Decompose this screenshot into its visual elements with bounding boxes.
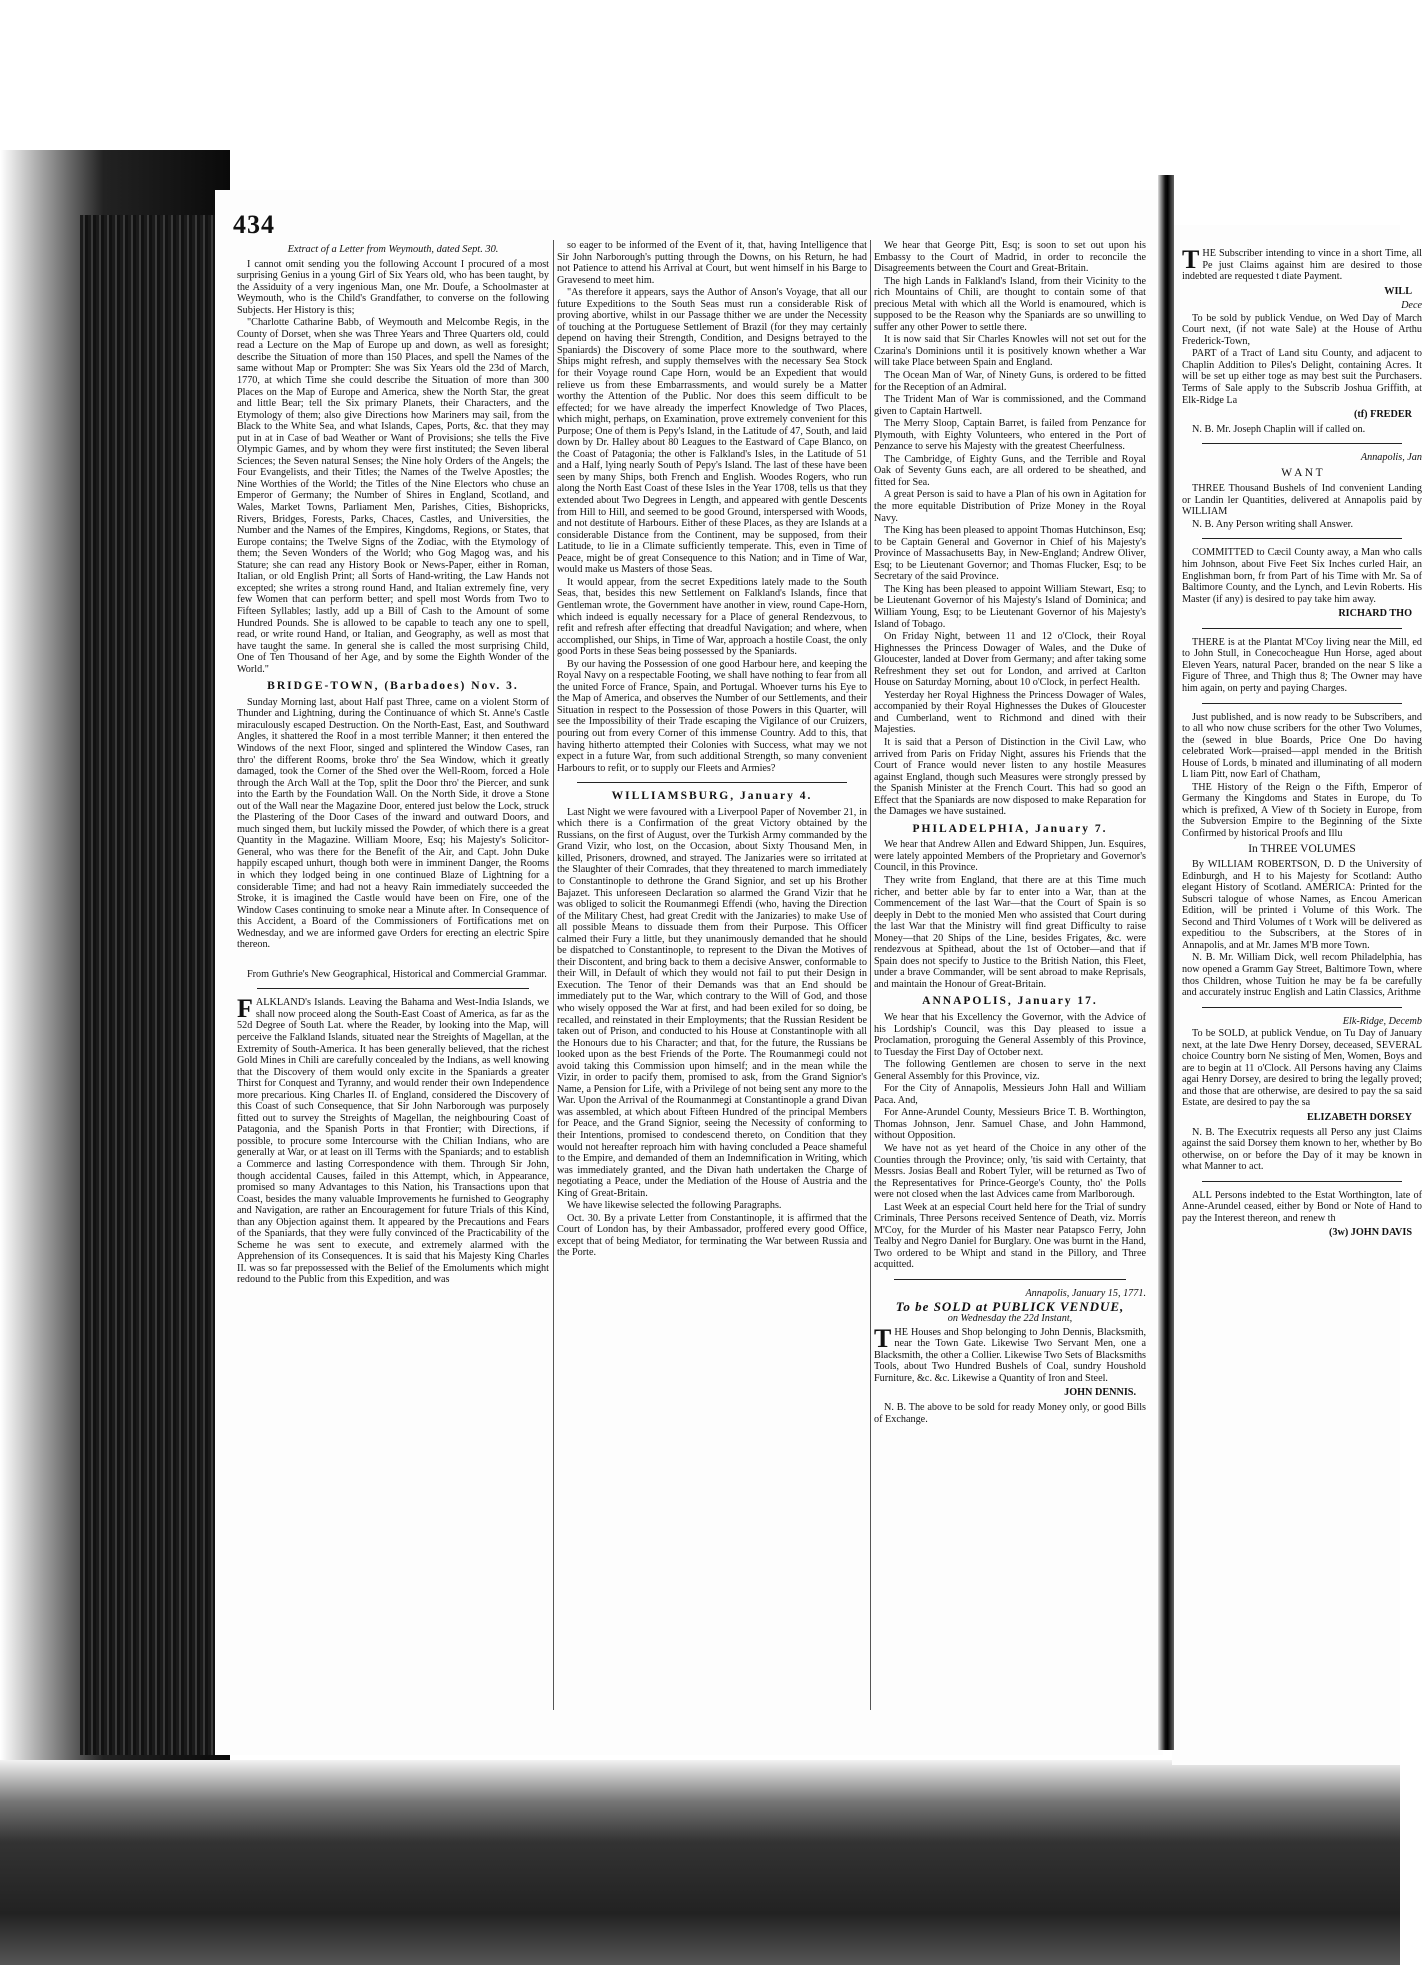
section-rule — [1202, 443, 1402, 444]
advert-text: PART of a Tract of Land situ County, and adjacent to Chaplin Addition to Piles's Delight, containing Acres. It will be set up either toge as may best suit the Purchasers. Terms of Sale apply to the Subscrib Joshua Griffith, at Elk-Ridge La — [1182, 348, 1422, 406]
sale-advert-note: N. B. The above to be sold for ready Money only, or good Bills of Exchange. — [874, 1401, 1146, 1425]
annapolis-paragraph: For the City of Annapolis, Messieurs John Hall and William Paca. And, — [874, 1083, 1146, 1106]
section-rule — [577, 782, 847, 783]
advert-heading: In THREE VOLUMES — [1248, 842, 1356, 855]
article-paragraph: We have likewise selected the following Paragraphs. — [567, 1200, 782, 1212]
column-2 — [557, 240, 867, 1740]
advert-text: THREE Thousand Bushels of Ind convenient Landing or Landin ler Quantities, delivered at Annapolis paid by WILLIAM — [1182, 483, 1422, 518]
article-paragraph: It would appear, from the secret Expeditions lately made to the South Seas, that, besides this new Settlement on Falkland's Islands, fince that Gentleman wrote, the Government have another in view, round Cape-Horn, which indeed is equally necessary for a Place of general Rendezvous, to refit and refresh after effecting that dreadful Navigation; and where, when accomplished, our Ships, in Time of War, approach a hostile Coast, the only good Ports in these Seas being possessed by the Spaniards. — [557, 576, 867, 658]
falkland-dropcap: F — [237, 994, 253, 1024]
philadelphia-heading: PHILADELPHIA, January 7. — [912, 822, 1108, 835]
section-rule — [1202, 538, 1402, 539]
bridgetown-paragraph: Sunday Morning last, about Half past Three, came on a violent Storm of Thunder and Lightning, during the Continuance of which St. Anne's Castle miraculously escaped Destruction. On the North-East, East, and Southward Angles, it shattered the Roof in a most terrible Manner; it then entered the Windows of the next Floor, singed and splintered the Window Cases, ran thro' the different Rooms, broke thro' the Sea Window, which it greatly damaged, took the Corner of the Shed over the Well-Room, forced a Hole through the Arch Wall at the Top, split the Door thro' the Piercer, and sunk into the Earth by the Foundation Wall. On the North Side, it drove a Stone out of the Wall near the Magazine Door, entered just below the Lock, struck the Plastering of the Door Cases of the inward and outward Doors, and much singed them, but luckily missed the Powder, of which there is a great Quantity in the Magazine. William Moore, Esq; his Majesty's Solicitor-General, who was there for the Benefit of the Air, and Capt. John Duke happily escaped unhurt, though both were in imminent Danger, the Rooms in which they lodged being in one continued Blaze of Lightning for a considerable Time; and had not a heavy Rain immediately succeeded the Stroke, it is imagined the Castle would have been on Fire, one of the Window Cases continuing to smoke near a Minute after. In Consequence of this Accident, a Board of the Commissioners of Fortifications met on Wednesday, and we are informed gave Orders for erecting an electric Spire thereon. — [237, 696, 549, 951]
guthrie-source-line: From Guthrie's New Geographical, Historical and Commercial Grammar. — [247, 968, 547, 980]
section-rule — [1202, 628, 1402, 629]
advert-heading: W A N T — [1281, 466, 1323, 479]
article-paragraph: Oct. 30. By a private Letter from Constantinople, it is affirmed that the Court of London has, by their Ambassador, proffered every good Office, except that of being Mediator, for terminating the War between Russia and the Porte. — [557, 1212, 867, 1259]
sale-advert-signature: JOHN DENNIS. — [1064, 1387, 1136, 1399]
advert-note: N. B. Mr. Joseph Chaplin will if called on. — [1192, 423, 1366, 435]
section-rule — [894, 1279, 1126, 1280]
page-number: 434 — [233, 210, 275, 239]
annapolis-heading: ANNAPOLIS, January 17. — [922, 995, 1098, 1008]
news-paragraph: The high Lands in Falkland's Island, from their Vicinity to the rich Mountains of Chili, are thought to contain some of that precious Metal with which all the World is enamoured, which is supposed to be the Reason why the Spaniards are so unwilling to suffer any other Power to settle there. — [874, 275, 1146, 333]
sale-advert-subheading: on Wednesday the 22d Instant, — [947, 1313, 1073, 1325]
advert-note: N. B. The Executrix requests all Perso any just Claims against the said Dorsey them known to her, whether by Bo otherwise, on or before the Day of it may be known in what Manner to act. — [1182, 1126, 1422, 1173]
advert-dropcap: T — [1182, 245, 1200, 274]
book-page-edges — [80, 215, 220, 1755]
advert-subscriber — [1182, 245, 1422, 283]
sale-advert-date: Annapolis, January 15, 1771. — [1025, 1288, 1146, 1300]
advert-text: Just published, and is now ready to be Subscribers, and to all who now chuse scribers for the other Two Volumes, the (sewed in blue Boards, Price One Do having celebrated Work—praised—appl mended in the British House of Lords, b minated and illuminating of all modern L liam Pitt, now Earl of Chatham, — [1182, 711, 1422, 781]
annapolis-paragraph: Last Week at an especial Court held here for the Trial of sundry Criminals, Three Persons received Sentence of Death, viz. Morris M'Coy, for the Murder of his Master near Patapsco Ferry, John Tealby and Negro Daniel for Burglary. One was burnt in the Hand, Two ordered to be Whipt and stand in the Pillory, and Three acquitted. — [874, 1201, 1147, 1271]
scan-background-bottom — [0, 1760, 1400, 1965]
news-paragraph: The Merry Sloop, Captain Barret, is failed from Penzance for Plymouth, with Eighty Volunteers, who entered in the Port of Penzance to serve his Majesty with the greatest Cheerfulness. — [874, 418, 1146, 453]
news-paragraph: The King has been pleased to appoint Thomas Hutchinson, Esq; to be Captain General and Governor in Chief of his Majesty's Province of Massachusetts Bay, in New-England; Andrew Oliver, Esq; to be Lieutenant Governor; and Thomas Flucker, Esq; to be Secretary of the said Province. — [874, 525, 1146, 583]
advert-signature: WILL — [1384, 285, 1412, 297]
column-divider — [553, 240, 554, 1710]
news-paragraph: Yesterday her Royal Highness the Princess Dowager of Wales, accompanied by their Royal Highnesses the Dukes of Gloucester and Cumberland, went to Richmond and dined with their Majesties. — [874, 689, 1146, 736]
weymouth-letter-paragraph: "Charlotte Catharine Babb, of Weymouth and Melcombe Regis, in the County of Dorset, when she was Three Years and Three Quarters old, could read a Lecture on the Map of Europe up and down, as well as foresight; describe the Situation of more than 150 Places, and spell the Names of the same without Map or Prompter: She was Six Years old the 23d of March, 1770, at which Time she could describe the Situation of more than 300 Places on the Map of Europe and America, shew the North Star, the great and little Bear; tell the Six primary Planets, their Characters, and the Etymology of them; also give Directions how Mariners may sail, from the Black to the White Sea, and what Islands, Capes, Ports, &c. that they may put in at in Case of bad Weather or Want of Provisions; she tells the Five Olympic Games, and by whom they were first instituted; the Seven liberal Sciences; the Seven natural Senses; the Nine holy Orders of the Angels; the Four Evangelists, and their Titles; the Names of the Twelve Apostles; the Nine Worthies of the World; the Titles of the Nine Electors who chuse an Emperor of Germany; the Number of Shires in England, Scotland, and Wales, Market Towns, Parliament Men, Parishes, Cities, Bishopricks, Rivers, Bridges, Forests, Parks, Chaces, Castles, and Universities, the Number and the Names of the Empires, Kingdoms, Regions, or States, that Europe contains; the Twelve Signs of the Zodiac, with the Etymology of them; the Seven Wonders of the World; who Gog Magog was, and his Stature; she can read any History Book or News-Paper, either in Roman, Italian, or old English Print; all Sorts of Hand-writing, the Law Hands not excepted; she writes a strong round Hand, and Italian extremely fine, very few Women that can perform better; and spell most Words from Two to Fifteen Syllables; lastly, add up a Bill of Cash to the Amount of some Hundred Pounds. She is allowed to be capable to teach any one to spell, read, or write round Hand, or Italian, and Geography, as well as most that have taught the same. In general she is called the most surprising Child, One of Ten Thousand of her Age, and by some the Eighth Wonder of the World." — [237, 317, 549, 675]
article-paragraph: By our having the Possession of one good Harbour here, and keeping the Royal Navy on a respectable Footing, we shall have nothing to fear from all the united Force of France, Spain, and Portugal. Whoever turns his Eye to the Map of America, and observes the Number of our Settlements, and their Situation in respect to the Possession of those Powers in this Quarter, will see the Impossibility of their Trade escaping the Vigilance of our Cruizers, pouring out from every Corner of this immense Country. Add to this, that having hitherto attempted their Colonies with Success, what may we not expect in a future War, from such additional Strength, so many convenient Harbours to refit, or to supply our Fleets and Armies? — [557, 658, 867, 774]
advert-text: To be sold by publick Vendue, on Wed Day of March Court next, (if not wate Sale) at the House of Arthu Frederick-Town, — [1182, 312, 1422, 347]
column-1 — [237, 240, 549, 1740]
section-rule — [1202, 703, 1402, 704]
section-rule — [1202, 1007, 1402, 1008]
weymouth-letter-intro: Extract of a Letter from Weymouth, dated Sept. 30. — [287, 244, 499, 255]
advert-signature: (tf) FREDER — [1353, 409, 1412, 421]
news-paragraph: The Trident Man of War is commissioned, and the Command given to Captain Hartwell. — [874, 394, 1146, 417]
news-paragraph: It is now said that Sir Charles Knowles will not set out for the Czarina's Dominions until it is positively known whether a War will take Place between Spain and England. — [874, 334, 1146, 369]
annapolis-paragraph: The following Gentlemen are chosen to serve in the next General Assembly for this Province, viz. — [874, 1059, 1146, 1082]
advert-note: N. B. Mr. William Dick, well recom Philadelphia, has now opened a Gramm Gay Street, Baltimore Town, where thos Children, whose Tuition he may be fa be carefully and accurately instruc English and Latin Classics, Arithme — [1182, 952, 1422, 999]
advert-text: ALL Persons indebted to the Estat Worthington, late of Anne-Arundel ceased, either by Bond or Note of Hand to pay the Interest thereon, and renew th — [1182, 1189, 1422, 1224]
advert-text: THERE is at the Plantat M'Coy living near the Mill, ed to John Stull, in Conecocheague Hun Horse, aged about Eleven Years, natural Pacer, branded on the near S like a Figure of Three, and Thigh thus 8; The Owner may have him again, on perty and paying Charges. — [1182, 636, 1422, 694]
news-paragraph: The King has been pleased to appoint William Stewart, Esq; to be Lieutenant Governor of his Majesty's Island of Dominica; and William Young, Esq; to be Lieutenant Governor of his Majesty's Island of Tobago. — [874, 583, 1146, 630]
sale-advert-heading: To be SOLD at PUBLICK VENDUE, — [895, 1298, 1125, 1314]
advert-date: Elk-Ridge, Decemb — [1342, 1015, 1422, 1027]
section-rule — [1202, 1181, 1402, 1182]
advert-signature: (3w) JOHN DAVIS — [1328, 1227, 1412, 1239]
advert-text: To be SOLD, at publick Vendue, on Tu Day of January next, at the late Dwe Henry Dorsey, deceased, SEVERAL choice Country born Ne sisting of Men, Women, Boys and are to begin at 11 o'Clock. All Persons having any Claims agai Henry Dorsey, are desired to bring the legally proved; and those that are otherwise, are desired to pay the sa said Estate, are desired to pay the sa — [1182, 1028, 1422, 1109]
article-paragraph: "As therefore it appears, says the Author of Anson's Voyage, that all our future Expeditions to the South Seas must run a considerable Risk of proving abortive, whilst in our Passage thither we are under the Necessity of touching at the Portuguese Settlement of Brazil (for they may certainly depend on having their Strength, Condition, and Designs betrayed to the Spaniards) the Discovery of some Place more to the southward, where Ships might refresh, and supply themselves with the necessary Sea Stock for their Voyage round Cape Horn, would be an Expedient that would relieve us from these Embarrassments, and would surely be a Matter worthy the Attention of the Public. Nor does this seem difficult to be effected; for we have already the imperfect Knowledge of Two Places, which might, perhaps, on Examination, prove extremely convenient for this Purpose; One of them is Pepy's Island, in the Latitude of 47, South, and laid down by Dr. Halley about 80 Leagues to the Eastward of Cape Blanco, on the Coast of Patagonia; the other is Falkland's Isles, in the Latitude of 51 and a Half, lying nearly South of Pepy's Island. The last of these have been seen by many Ships, both French and English. Woodes Rogers, who run along the North East Coast of these Isles in the Year 1708, tells us that they extended about Two Degrees in Length, and appeared with gentle Descents from Hill to Hill, and seemed to be good Ground, interspersed with Woods, and not destitute of Harbours. Either of these Places, as they are Islands at a considerable Distance from the Continent, may be supposed, from their Latitude, to lie in a Climate sufficiently temperate. This, even in Time of Peace, might be of great Consequence to this Nation; and in Time of War, would make us Masters of those Seas. — [557, 287, 867, 576]
article-paragraph: so eager to be informed of the Event of it, that, having Intelligence that Sir John Narborough's putting through the Downs, on his Return, he had not Patience to attend his Arrival at Court, but went himself in his Barge to Gravesend to meet him. — [557, 240, 867, 286]
philadelphia-paragraph: We hear that Andrew Allen and Edward Shippen, Jun. Esquires, were lately appointed Members of the Proprietary and Governor's Council, in this Province. — [874, 839, 1146, 874]
advert-text: By WILLIAM ROBERTSON, D. D the University of Edinburgh, and H to his Majesty for Scotland: Autho elegant History of Scotland. AMERICA: Printed for the Subscri talogue of whose Names, as Encou American Edition, will be printed i Volume of this Work. The Second and Third Volumes of t Work will be delivered as expeditiou to the Subscribers, at the Stores of in Annapolis, and at Mr. James M'B more Town. — [1182, 859, 1422, 951]
column-4 — [1182, 245, 1422, 1738]
advert-signature: ELIZABETH DORSEY — [1306, 1112, 1412, 1123]
philadelphia-paragraph: They write from England, that there are at this Time much richer, and better able by far to enter into a War, than at the Commencement of the last War—that the Court of Spain is so deeply in Debt to the monied Men who assisted that Court during the last War that the Ministry will find great Difficulty to raise Money—that 20 Ships of the Line, besides Frigates, &c. were rendezvous at Spithead, about the 1st of October—and that if Spain does not specify to Justice to the British Nation, this Fleet, under a brave Commander, will be sent abroad to make Reprisals, and maintain the Honour of Great-Britain. — [874, 874, 1146, 990]
sale-advert-dropcap: T — [874, 1323, 892, 1353]
news-paragraph: A great Person is said to have a Plan of his own in Agitation for the more equitable Distribution of Prize Money in the Royal Navy. — [874, 489, 1146, 524]
williamsburg-heading: WILLIAMSBURG, January 4. — [611, 790, 813, 803]
news-paragraph: It is said that a Person of Distinction in the Civil Law, who arrived from Paris on Friday Night, assures his Friends that the Court of France would never listen to any hostile Measures against England, though such Measures were strongly pressed by the Spanish Minister at the French Court. This had so good an Effect that the Spaniards are now disposed to make Reparation for the Damages we have sustained. — [874, 736, 1146, 818]
column-divider — [870, 240, 871, 1710]
news-paragraph: The Cambridge, of Eighty Guns, and the Terrible and Royal Oak of Seventy Guns each, are all ordered to be sheathed, and fitted for Sea. — [874, 453, 1146, 488]
news-paragraph: We hear that George Pitt, Esq; is soon to set out upon his Embassy to the Court of Madrid, in order to reconcile the Disagreements between the Court and Great-Britain. — [874, 240, 1146, 275]
sale-advert-text: HE Houses and Shop belonging to John Dennis, Blacksmith, near the Town Gate. Likewise Two Servant Men, one a Blacksmith, the other a Collier. Likewise Two Sets of Blacksmiths Tools, about Two Hundred Bushels of Coal, sundry Houshold Furniture, &c. &c. Likewise a Quantity of Iron and Steel. — [874, 1326, 1146, 1384]
advert-text: HE Subscriber intending to vince in a short Time, all Pe just Claims against him are desired to those indebted are requested t diate Payment. — [1182, 248, 1422, 283]
news-paragraph: On Friday Night, between 11 and 12 o'Clock, their Royal Highnesses the Princess Dowager of Wales, and the Duke of Gloucester, landed at Dover from Germany; and after taking some Refreshment they set out for London, and arrived at Carlton House on Saturday Morning, about 10 o'Clock, in perfect Health. — [874, 631, 1146, 689]
sale-advert-body — [874, 1323, 1146, 1385]
book-gutter — [1158, 175, 1174, 1750]
annapolis-paragraph: We hear that his Excellency the Governor, with the Advice of his Lordship's Council, was this Day pleased to issue a Proclamation, proroguing the General Assembly of this Province, to Tuesday the First Day of October next. — [874, 1012, 1146, 1058]
advert-text: COMMITTED to Cæcil County away, a Man who calls him Johnson, about Five Feet Six Inches curled Hair, an Englishman born, fr from Part of his Time with Mr. Sa of Baltimore County, and the Lynch, and Levin Roberts. His Master (if any) is desired to pay take him away. — [1182, 547, 1422, 605]
section-rule — [257, 988, 529, 989]
annapolis-paragraph: For Anne-Arundel County, Messieurs Brice T. B. Worthington, Thomas Johnson, Jenr. Samuel Chase, and John Hammond, without Opposition. — [874, 1107, 1146, 1142]
column-3 — [874, 240, 1146, 1740]
advert-date: Dece — [1401, 300, 1422, 312]
advert-text: THE History of the Reign o the Fifth, Emperor of Germany the Kingdoms and States in Europe, du To which is prefixed, A View of th Society in Europe, from the Subversion Empire to the Beginning of the Sixte Confirmed by historical Proofs and Illu — [1182, 781, 1422, 839]
advert-date: Annapolis, Jan — [1360, 452, 1422, 464]
annapolis-paragraph: We have not as yet heard of the Choice in any other of the Counties through the Province; only, 'tis said with Certainty, that Messrs. Josias Beall and Robert Tyler, will be returned as Two of the Representatives for Prince-George's County, tho' the Polls were not closed when the last Advices came from Marlborough. — [874, 1143, 1146, 1201]
falkland-text: ALKLAND's Islands. Leaving the Bahama and West-India Islands, we shall now proceed along the South-East Coast of America, as far as the 52d Degree of South Lat. where the Reader, by looking into the Map, will perceive the Falkland Islands, situated near the Streights of Magellan, at the Extremity of South-America. It has been generally believed, that the richest Gold Mines in Chili are carefully concealed by the Indians, as well knowing that the Discovery of them would only excite in the Spaniards a greater Thirst for Conquest and Tyranny, and would render their own Independence more precarious. King Charles II. of England, considered the Discovery of this Coast of such Consequence, that Sir John Narborough was purposely fitted out to survey the Streights of Magellan, the neighbouring Coast of Patagonia, and the Spanish Ports in that Frontier; with Directions, if possible, to procure some Intercourse with the Chilian Indians, who are generally at War, or at least on ill Terms with the Spaniards; and to establish a Commerce and lasting Correspondence with them. Through Sir John, though accidental Causes, failed in this Attempt, which, in Appearance, promised so many Advantages to this Nation, his Transactions upon that Coast, besides the many valuable Improvements he furnished to Geography and Navigation, are rather an Encouragement for future Trials of this Kind, than any Objection against them. It appeared by the Precautions and Fears of the Spaniards, that they were fully convinced of the Practicability of the Scheme he was sent to execute, and extremely alarmed with the Apprehension of its Consequences. It is said that his Majesty King Charles II. was so far prepossessed with the Belief of the Emoluments which might redound to the Public from this Expedition, and was — [237, 997, 549, 1286]
bridgetown-heading: BRIDGE-TOWN, (Barbadoes) Nov. 3. — [267, 680, 519, 693]
weymouth-letter-paragraph: I cannot omit sending you the following Account I procured of a most surprising Genius in a young Girl of Six Years old, who has been taught, by the Assiduity of a very ingenious Man, one Mr. Doufe, a Schoolmaster at Weymouth, who is the Child's Grandfather, to converse on the following Subjects. Her History is this; — [237, 258, 549, 316]
news-paragraph: The Ocean Man of War, of Ninety Guns, is ordered to be fitted for the Reception of an Admiral. — [874, 370, 1146, 393]
advert-note: N. B. Any Person writing shall Answer. — [1192, 518, 1354, 530]
falkland-paragraph — [237, 994, 549, 1286]
williamsburg-paragraph: Last Night we were favoured with a Liverpool Paper of November 21, in which there is a Confirmation of the great Victory obtained by the Russians, on the first of August, over the Turkish Army commanded by the Grand Vizir, who lost, on the Occasion, about Sixty Thousand Men, in killed, Prisoners, drowned, and strayed. The Janizaries were so irritated at the Slaughter of their Comrades, that they threatened to march immediately to Constantinople to dethrone the Grand Signior, and set up his Brother Bajazet. This unforeseen Declaration so alarmed the Grand Vizir that he was obliged to solicit the Roumanmegi Effendi (who, having the Direction of the Military Chest, had great Credit with the Janizaries) to make Use of all possible Means to dissuade them from their Purpose. This Officer calmed their Fury a little, but they unanimously demanded that he should be dispatched to Constantinople, to represent to the Divan the Motives of their Discontent, and bring back to them a decisive Answer, conformable to their Will, in Default of which they would not fail to put their Design in Execution. The Tenor of their Demands was that an End should be immediately put to the War, which contrary to the Will of God, and those who wisely opposed the War at first, and had been exiled for so doing, be recalled, and reinstated in their Employments; that the Russian Resident be taken out of Prison, and conducted to his House at Constantinople with all the Honours due to his Character; and that, for the future, the Russians be looked upon as the best Friends of the Porte. The Roumanmegi could not avoid taking this Commission upon himself; and in the mean while the Vizir, in order to pacify them, promised to ask, from the Grand Signior's Name, a Pension for Life, with a Privilege of not being sent any more to the War. Upon the Arrival of the Roumanmegi at Constantinople a grand Divan was assembled, at which about Fifteen Hundred of the principal Members for Peace, and the Grand Signior, seeing the Necessity of conforming to their Intentions, promised to condescend thereto, on Condition that they would not hereafter reproach him with having concluded a Peace shameful to the Empire, and demanded of them an Indemnification in Writing, which was immediately granted, and the Divan hath undertaken the Charge of negotiating a Peace, under the Mediation of the House of Austria and the King of Great-Britain. — [557, 806, 867, 1199]
advert-signature: RICHARD THO — [1338, 608, 1412, 620]
